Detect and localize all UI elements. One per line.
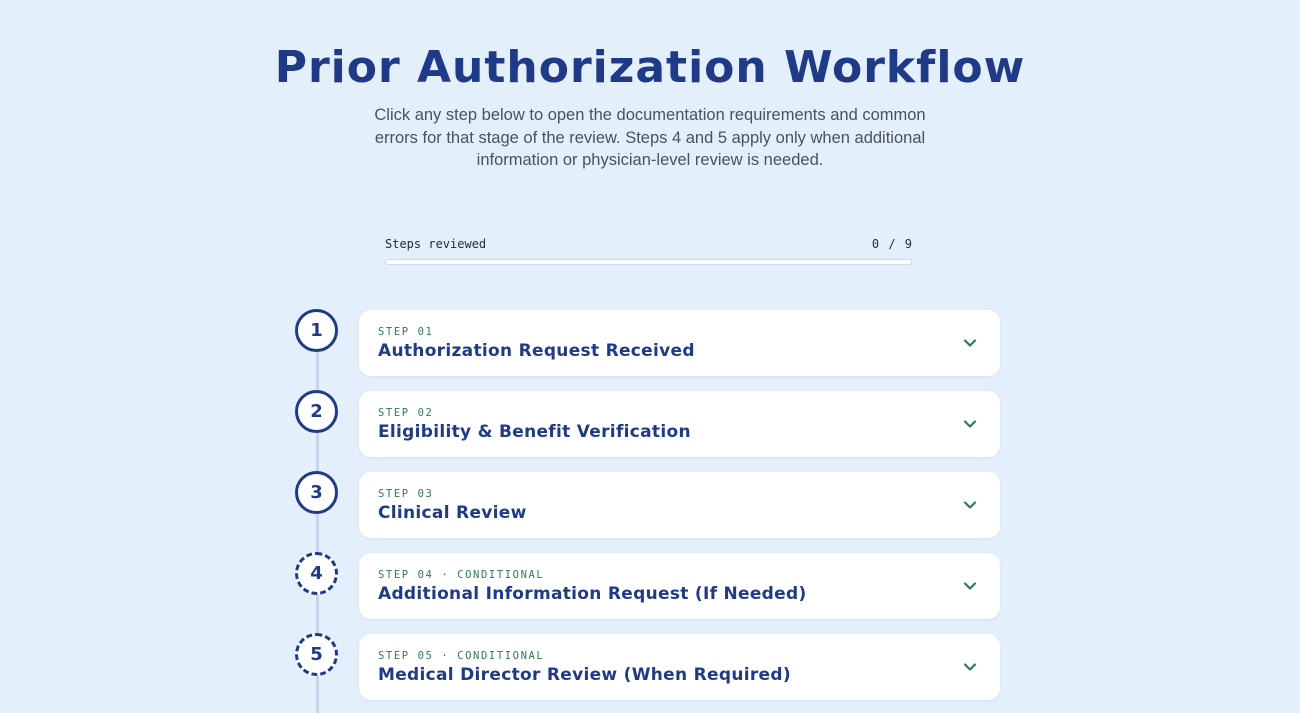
chevron-down-icon[interactable] — [962, 335, 978, 351]
step-number-badge: 2 — [295, 390, 338, 433]
step-title: Additional Information Request (If Needed) — [378, 584, 807, 604]
progress-label: Steps reviewed — [385, 237, 487, 251]
intro-text: Click any step below to open the documentation requirements and common errors for that stage of the review. Steps 4 and 5 apply only when additional information or physician-level review is needed. — [374, 106, 926, 169]
step-meta: STEP 01 — [378, 326, 434, 338]
step-number-badge: 4 — [295, 552, 338, 595]
step-row — [0, 390, 1300, 458]
step-card-eligibility-verification[interactable] — [359, 391, 1000, 457]
step-row — [0, 309, 1300, 377]
step-title: Authorization Request Received — [378, 341, 695, 361]
step-title: Clinical Review — [378, 503, 527, 523]
chevron-down-icon[interactable] — [962, 497, 978, 513]
step-number-badge: 3 — [295, 471, 338, 514]
step-number-badge: 5 — [295, 633, 338, 676]
chevron-down-icon[interactable] — [962, 416, 978, 432]
progress-bar — [385, 259, 912, 265]
step-title: Medical Director Review (When Required) — [378, 665, 791, 685]
step-title: Eligibility & Benefit Verification — [378, 422, 691, 442]
step-card-authorization-request[interactable] — [359, 310, 1000, 376]
progress-count: 0 / 9 — [871, 237, 912, 251]
page-title: Prior Authorization Workflow — [274, 42, 1026, 93]
step-row — [0, 471, 1300, 539]
chevron-down-icon[interactable] — [962, 578, 978, 594]
step-number-badge: 1 — [295, 309, 338, 352]
step-row — [0, 552, 1300, 620]
step-card-additional-information[interactable] — [359, 553, 1000, 619]
step-meta: STEP 02 — [378, 407, 434, 419]
step-meta: STEP 05 · CONDITIONAL — [378, 650, 545, 662]
step-meta: STEP 03 — [378, 488, 434, 500]
step-meta: STEP 04 · CONDITIONAL — [378, 569, 545, 581]
step-card-clinical-review[interactable] — [359, 472, 1000, 538]
chevron-down-icon[interactable] — [962, 659, 978, 675]
step-card-medical-director-review[interactable] — [359, 634, 1000, 700]
step-row — [0, 633, 1300, 701]
